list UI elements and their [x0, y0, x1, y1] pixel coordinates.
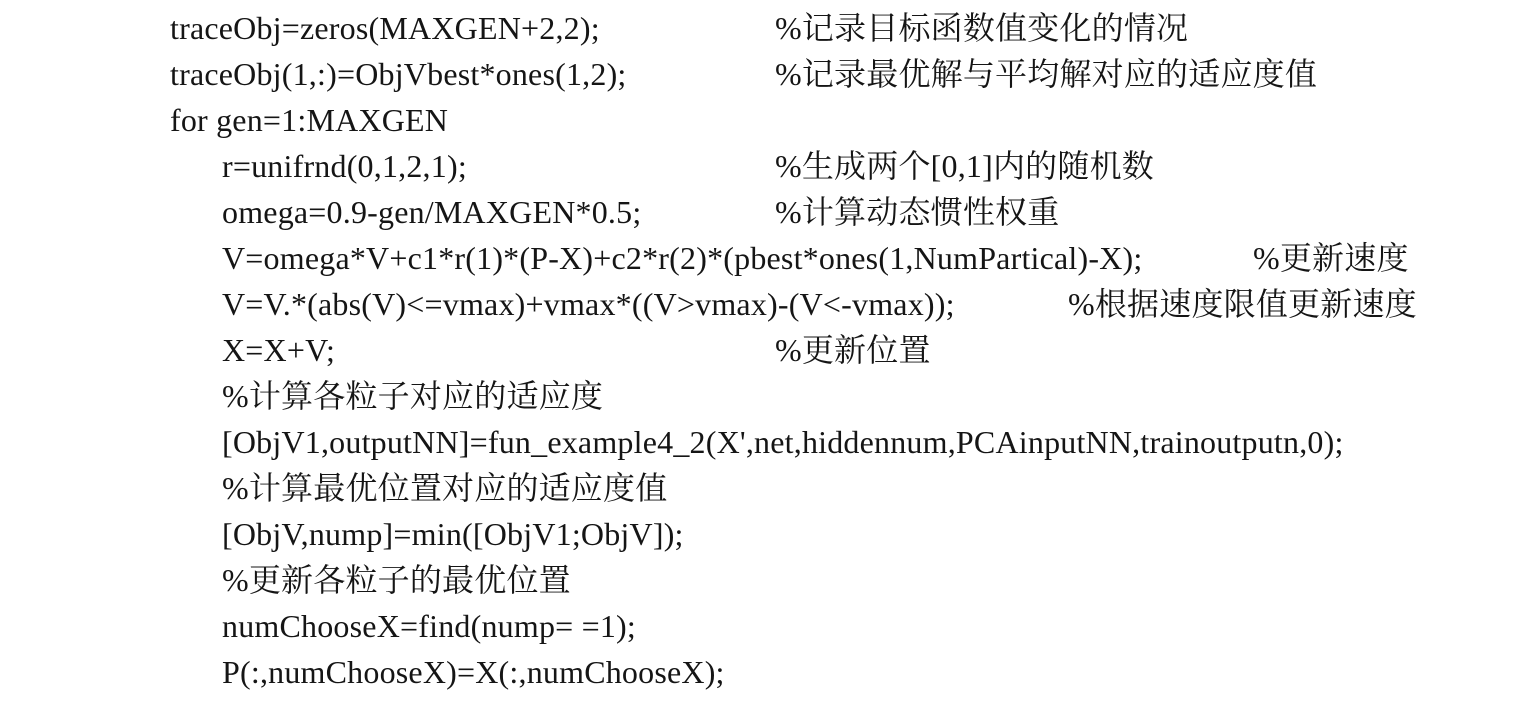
- code-text: omega=0.9-gen/MAXGEN*0.5;: [222, 194, 642, 230]
- comment-text: %生成两个[0,1]内的随机数: [775, 148, 1154, 184]
- code-line: [0, 420, 1536, 466]
- code-line: [0, 282, 1536, 328]
- code-text: V=V.*(abs(V)<=vmax)+vmax*((V>vmax)-(V<-vmax));: [222, 286, 955, 322]
- comment-text: %根据速度限值更新速度: [1068, 286, 1417, 322]
- code-text: [ObjV,nump]=min([ObjV1;ObjV]);: [222, 516, 684, 552]
- code-line: [0, 98, 1536, 144]
- code-line: [0, 650, 1536, 696]
- code-text: %更新各粒子的最优位置: [222, 562, 571, 598]
- code-line: [0, 466, 1536, 512]
- code-text: traceObj(1,:)=ObjVbest*ones(1,2);: [170, 56, 627, 92]
- comment-text: %更新速度: [1253, 240, 1409, 276]
- code-text: %计算各粒子对应的适应度: [222, 378, 604, 414]
- comment-text: %更新位置: [775, 332, 931, 368]
- code-line: [0, 52, 1536, 98]
- code-text: r=unifrnd(0,1,2,1);: [222, 148, 467, 184]
- code-text: V=omega*V+c1*r(1)*(P-X)+c2*r(2)*(pbest*ones(1,NumPartical)-X);: [222, 240, 1143, 276]
- code-text: for gen=1:MAXGEN: [170, 102, 449, 138]
- code-text: %计算最优位置对应的适应度值: [222, 470, 668, 506]
- code-text: numChooseX=find(nump= =1);: [222, 608, 636, 644]
- code-line: [0, 374, 1536, 420]
- code-text: P(:,numChooseX)=X(:,numChooseX);: [222, 654, 725, 690]
- code-line: [0, 604, 1536, 650]
- code-line: [0, 512, 1536, 558]
- code-line: [0, 236, 1536, 282]
- code-line: [0, 558, 1536, 604]
- code-line: [0, 328, 1536, 374]
- code-line: [0, 6, 1536, 52]
- code-line: [0, 190, 1536, 236]
- code-text: [ObjV1,outputNN]=fun_example4_2(X',net,hiddennum,PCAinputNN,trainoutputn,0);: [222, 424, 1344, 460]
- code-line: [0, 144, 1536, 190]
- comment-text: %记录目标函数值变化的情况: [775, 10, 1189, 46]
- code-listing: [0, 6, 1536, 696]
- comment-text: %记录最优解与平均解对应的适应度值: [775, 56, 1318, 92]
- comment-text: %计算动态惯性权重: [775, 194, 1060, 230]
- code-text: X=X+V;: [222, 332, 336, 368]
- code-text: traceObj=zeros(MAXGEN+2,2);: [170, 10, 600, 46]
